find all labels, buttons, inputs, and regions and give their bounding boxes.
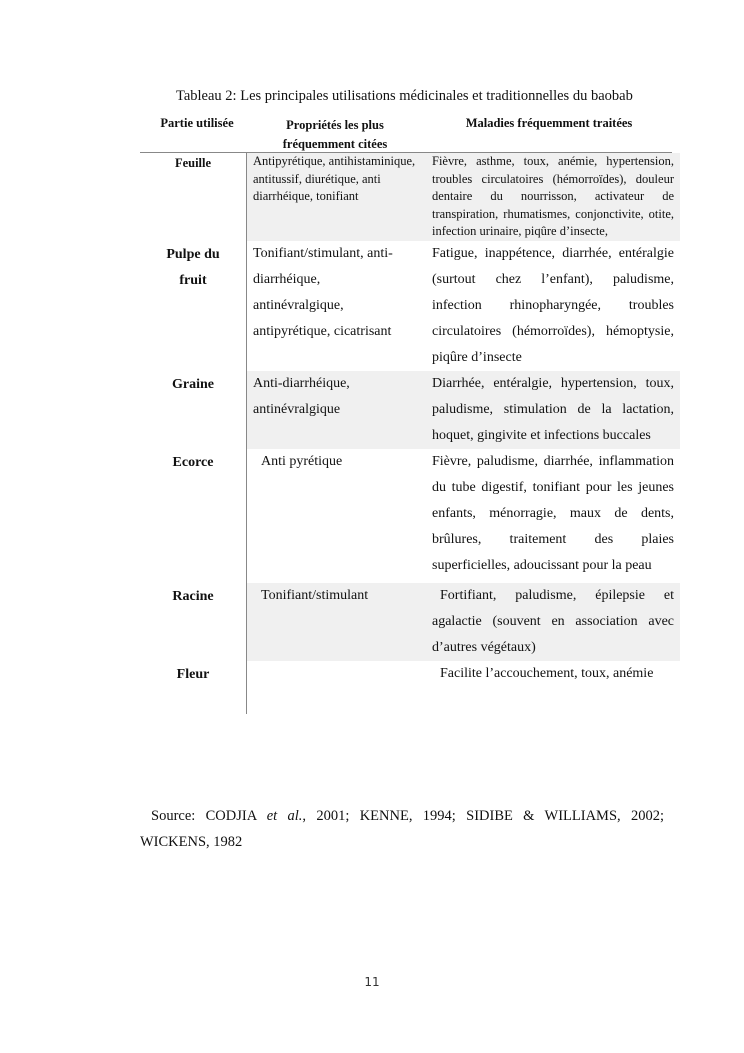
cell-part: Racine <box>140 583 247 661</box>
cell-diseases: Diarrhée, entéralgie, hypertension, toux, paludisme, stimulation de la lactation, hoquet, gingivite et infections buccales <box>428 371 680 449</box>
cell-properties: Tonifiant/stimulant <box>247 583 428 661</box>
cell-diseases: Fatigue, inappétence, diarrhée, entéralgie (surtout chez l’enfant), paludisme, infection rhinopharyngée, troubles circulatoires (hémorroïdes), hémoptysie, piqûre d’insecte <box>432 245 674 365</box>
table-row <box>140 449 672 583</box>
source-suffix: , 2001; KENNE, 1994; SIDIBE & WILLIAMS, 2002; WICKENS, 1982 <box>140 808 664 850</box>
page-number: 11 <box>364 975 380 989</box>
header-diseases: Maladies fréquemment traitées <box>465 116 633 130</box>
table-row <box>140 241 672 371</box>
table-header <box>140 110 672 153</box>
cell-properties: Anti pyrétique <box>261 453 343 469</box>
source-prefix: Source: CODJIA <box>151 808 267 824</box>
header-properties: Propriétés les plus fréquemment citées <box>282 118 388 151</box>
cell-part: Graine <box>140 371 247 449</box>
cell-part: Feuille <box>140 153 247 241</box>
cell-diseases: Fièvre, asthme, toux, anémie, hypertension, troubles circulatoires (hémorroïdes), douleur dentaire du nourrisson, activateur de transpiration, rhumatismes, conjonctivite, otite, infection urinaire, piqûre d’insecte, <box>428 153 680 241</box>
table-caption: Tableau 2: Les principales utilisations médicinales et traditionnelles du baobab <box>176 88 633 104</box>
cell-properties: Antipyrétique, antihistaminique, antitussif, diurétique, anti diarrhéique, tonifiant <box>247 153 428 241</box>
cell-part: Ecorce <box>140 449 247 583</box>
table-row <box>140 153 672 241</box>
header-part: Partie utilisée <box>160 116 234 130</box>
cell-part: Fleur <box>140 661 247 714</box>
cell-part: Pulpe du fruit <box>140 241 247 371</box>
table-row <box>140 661 672 714</box>
source-italic: et al. <box>266 808 303 824</box>
cell-properties: Anti-diarrhéique, antinévralgique <box>247 371 428 449</box>
cell-diseases: Fièvre, paludisme, diarrhée, inflammation du tube digestif, tonifiant pour les jeunes enfants, ménorragie, maux de dents, brûlures, traitement des plaies superficielles, adoucissant pour la peau <box>432 453 674 573</box>
source-note <box>140 803 664 855</box>
table-row <box>140 583 672 661</box>
cell-diseases: Fortifiant, paludisme, épilepsie et agalactie (souvent en association avec d’autres végétaux) <box>428 583 680 661</box>
uses-table <box>140 110 672 714</box>
cell-properties: Tonifiant/stimulant, anti-diarrhéique, antinévralgique, antipyrétique, cicatrisant <box>253 245 393 339</box>
table-row <box>140 371 672 449</box>
cell-diseases: Facilite l’accouchement, toux, anémie <box>440 665 654 681</box>
cell-properties <box>247 661 428 714</box>
